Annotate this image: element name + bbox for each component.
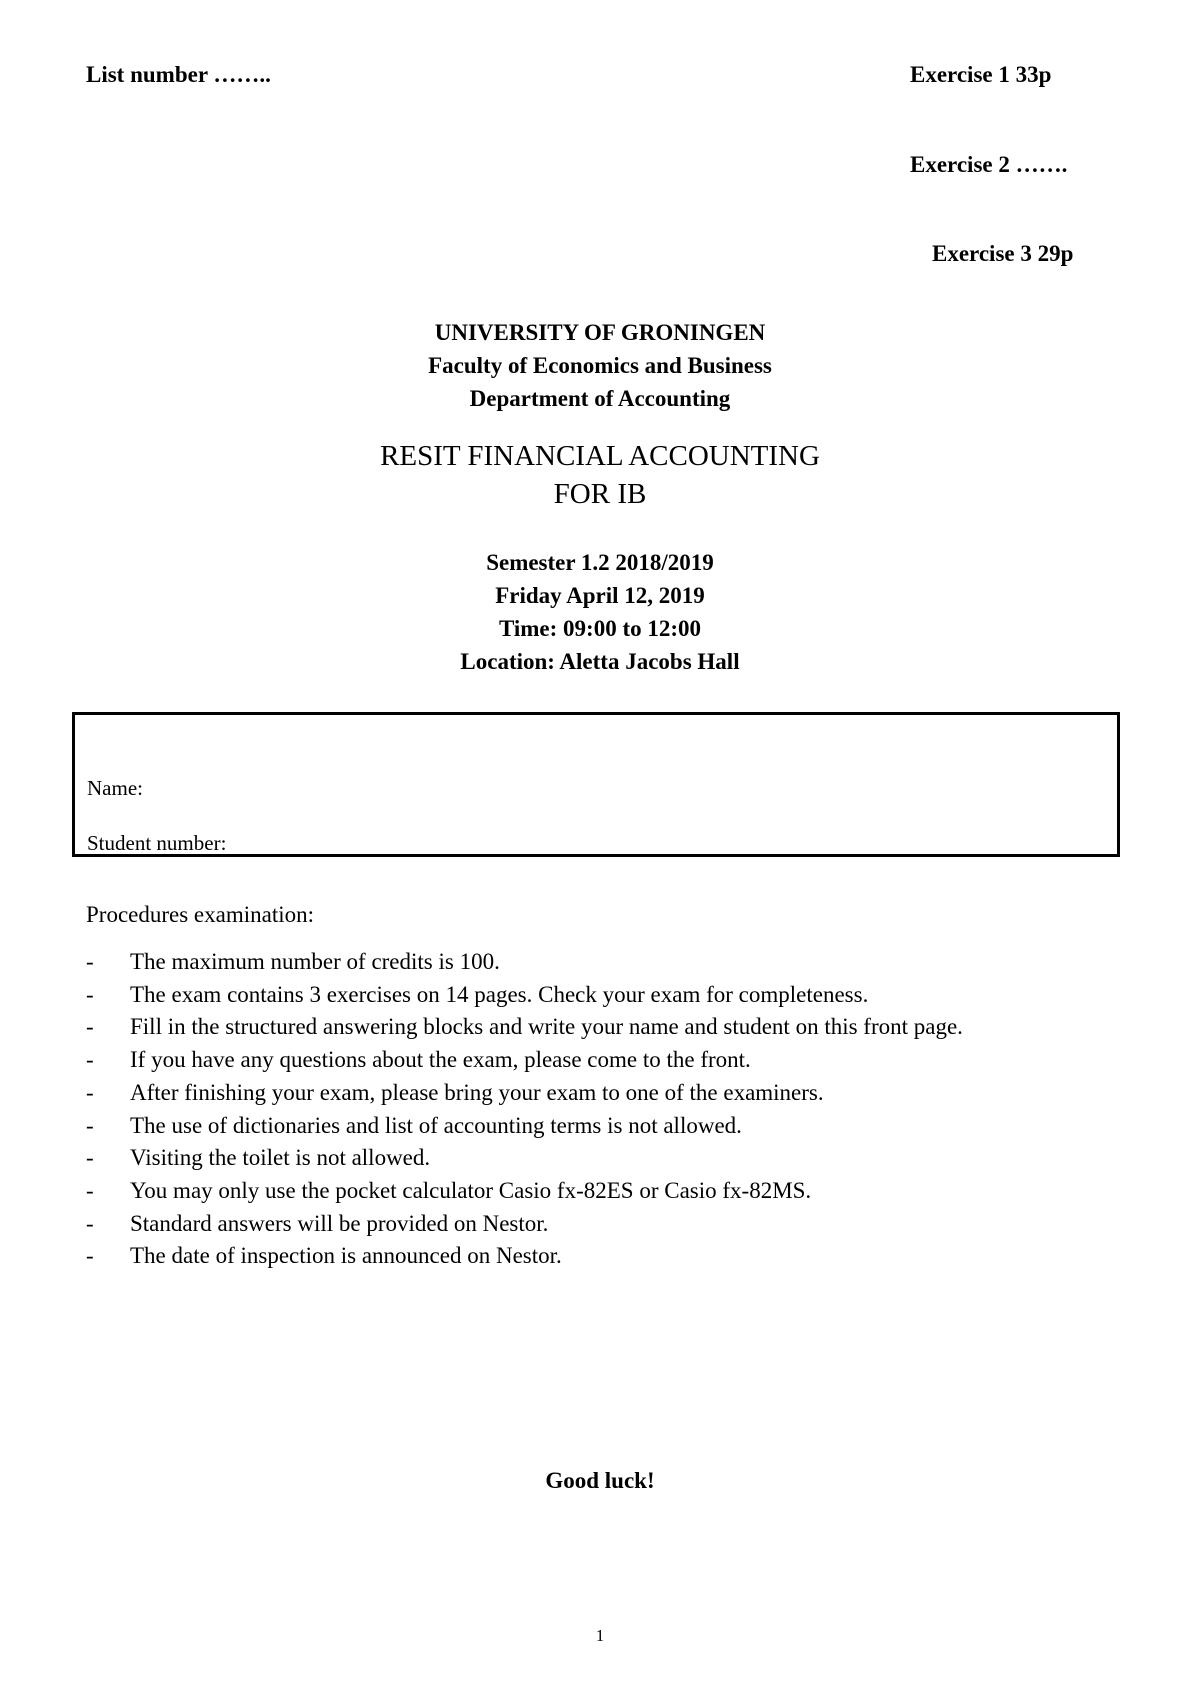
list-item: - The use of dictionaries and list of accounting terms is not allowed. xyxy=(86,1110,1126,1143)
university-name: UNIVERSITY OF GRONINGEN xyxy=(434,320,766,345)
list-item: - Fill in the structured answering blocks and write your name and student on this front page. xyxy=(86,1011,1126,1044)
list-item: - If you have any questions about the exam, please come to the front. xyxy=(86,1044,1126,1077)
exam-title-line2: FOR IB xyxy=(553,478,647,510)
bullet-dash: - xyxy=(86,1047,94,1073)
exercise-3-score: Exercise 3 29p xyxy=(932,241,1074,266)
list-item: - Visiting the toilet is not allowed. xyxy=(86,1142,1126,1175)
student-info-box xyxy=(72,712,1120,857)
bullet-dash: - xyxy=(86,949,94,974)
bullet-dash: - xyxy=(86,1014,94,1040)
bullet-dash: - xyxy=(86,1145,94,1171)
list-item: - After finishing your exam, please bring your exam to one of the examiners. xyxy=(86,1077,1126,1110)
exam-location: Location: Aletta Jacobs Hall xyxy=(460,649,740,674)
bullet-dash: - xyxy=(86,981,94,1007)
faculty-name: Faculty of Economics and Business xyxy=(428,353,772,378)
student-number-label: Student number: xyxy=(87,831,227,855)
bullet-dash: - xyxy=(86,1210,94,1236)
name-label: Name: xyxy=(87,776,143,800)
bullet-dash: - xyxy=(86,1243,94,1269)
good-luck: Good luck! xyxy=(545,1468,655,1493)
bullet-dash: - xyxy=(86,1112,94,1138)
list-item: - Standard answers will be provided on Nestor. xyxy=(86,1208,1126,1241)
list-item: - You may only use the pocket calculator Casio fx-82ES or Casio fx-82MS. xyxy=(86,1175,1126,1208)
procedures-title: Procedures examination: xyxy=(86,902,315,927)
department-name: Department of Accounting xyxy=(469,386,731,411)
page-number: 1 xyxy=(595,1626,605,1645)
procedures-list xyxy=(86,946,1126,1273)
list-item: - The maximum number of credits is 100. xyxy=(86,946,1126,979)
list-item: - The date of inspection is announced on Nestor. xyxy=(86,1240,1126,1273)
exam-time: Time: 09:00 to 12:00 xyxy=(498,616,702,641)
bullet-dash: - xyxy=(86,1079,94,1105)
bullet-dash: - xyxy=(86,1177,94,1203)
list-item: - The exam contains 3 exercises on 14 pages. Check your exam for completeness. xyxy=(86,979,1126,1012)
exam-date: Friday April 12, 2019 xyxy=(495,583,705,608)
exercise-1-score: Exercise 1 33p xyxy=(910,62,1052,87)
exam-title-line1: RESIT FINANCIAL ACCOUNTING xyxy=(380,440,820,472)
exercise-2-score: Exercise 2 ……. xyxy=(910,152,1068,177)
semester: Semester 1.2 2018/2019 xyxy=(486,550,714,575)
list-number: List number …….. xyxy=(86,62,271,87)
